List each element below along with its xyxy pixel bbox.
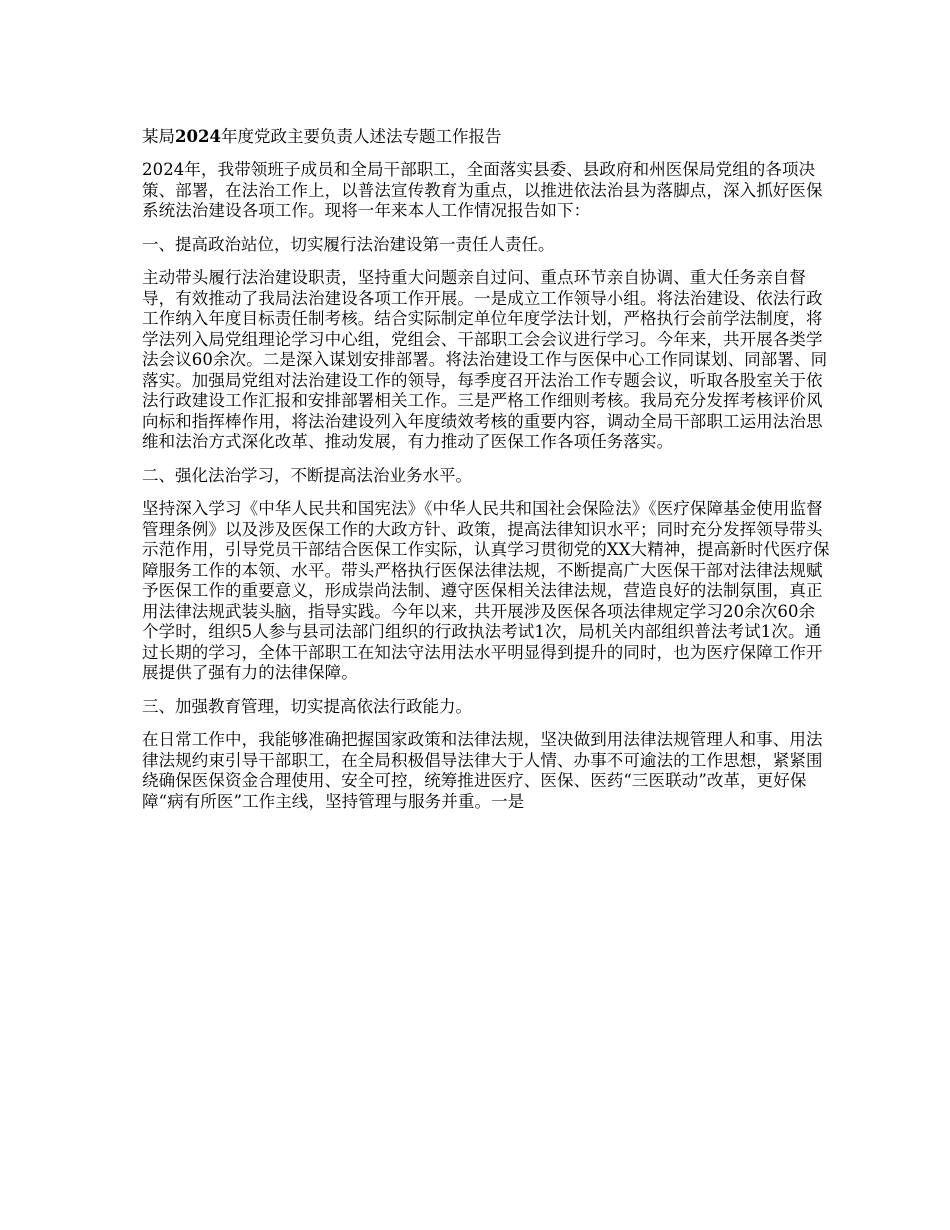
title-year: 2024 [175, 127, 221, 146]
document-page [142, 125, 830, 825]
section-3-body: 在日常工作中，我能够准确把握国家政策和法律法规，坚决做到用法律法规管理人和事、用法律法规约束引导干部职工，在全局积极倡导法律大于人情、办事不可逾法的工作思想，紧紧围绕确保医保资金合理使用、安全可控，统筹推进医疗、医保、医药“三医联动”改革，更好保障“病有所医”工作主线，坚持管理与服务并重。一是 [142, 730, 823, 811]
section-2-body: 坚持深入学习《中华人民共和国宪法》《中华人民共和国社会保险法》《医疗保障基金使用监督管理条例》以及涉及医保工作的大政方针、政策，提高法律知识水平；同时充分发挥领导带头示范作用，引导党员干部结合医保工作实际，认真学习贯彻党的XX大精神，提高新时代医疗保障服务工作的本领、水平。带头严格执行医保法律法规，不断提高广大医保干部对法律法规赋予医保工作的重要意义，形成崇尚法制、遵守医保相关法律法规，营造良好的法制氛围，真正用法律法规武装头脑，指导实践。今年以来，共开展涉及医保各项法律规定学习20余次60余个学时，组织5人参与县司法部门组织的行政执法考试1次，局机关内部组织普法考试1次。通过长期的学习，全体干部职工在知法守法用法水平明显得到提升的同时，也为医疗保障工作开展提供了强有力的法律保障。 [142, 499, 830, 682]
section-1-body: 主动带头履行法治建设职责，坚持重大问题亲自过问、重点环节亲自协调、重大任务亲自督导，有效推动了我局法治建设各项工作开展。一是成立工作领导小组。将法治建设、依法行政工作纳入年度目标责任制考核。结合实际制定单位年度学法计划，严格执行会前学法制度，将学法列入局党组理论学习中心组，党组会、干部职工会会议进行学习。今年来，共开展各类学法会议60余次。二是深入谋划安排部署。将法治建设工作与医保中心工作同谋划、同部署、同落实。加强局党组对法治建设工作的领导，每季度召开法治工作专题会议，听取各股室关于依法行政建设工作汇报和安排部署相关工作。三是严格工作细则考核。我局充分发挥考核评价风向标和指挥棒作用，将法治建设列入年度绩效考核的重要内容，调动全局干部职工运用法治思维和法治方式深化改革、推动发展，有力推动了医保工作各项任务落实。 [142, 268, 828, 451]
title-prefix: 某局 [142, 127, 175, 146]
intro-paragraph: 2024年，我带领班子成员和全局干部职工，全面落实县委、县政府和州医保局党组的各项决策、部署，在法治工作上，以普法宣传教育为重点，以推进依法治县为落脚点，深入抓好医保系统法治建设各项工作。现将一年来本人工作情况报告如下： [142, 160, 823, 220]
section-2-heading: 二、强化法治学习，不断提高法治业务水平。 [142, 465, 472, 485]
title-suffix: 年度党政主要负责人述法专题工作报告 [220, 127, 502, 146]
section-1-heading: 一、提高政治站位，切实履行法治建设第一责任人责任。 [142, 234, 555, 254]
section-3-heading: 三、加强教育管理，切实提高依法行政能力。 [142, 696, 472, 716]
document-title [142, 125, 830, 149]
